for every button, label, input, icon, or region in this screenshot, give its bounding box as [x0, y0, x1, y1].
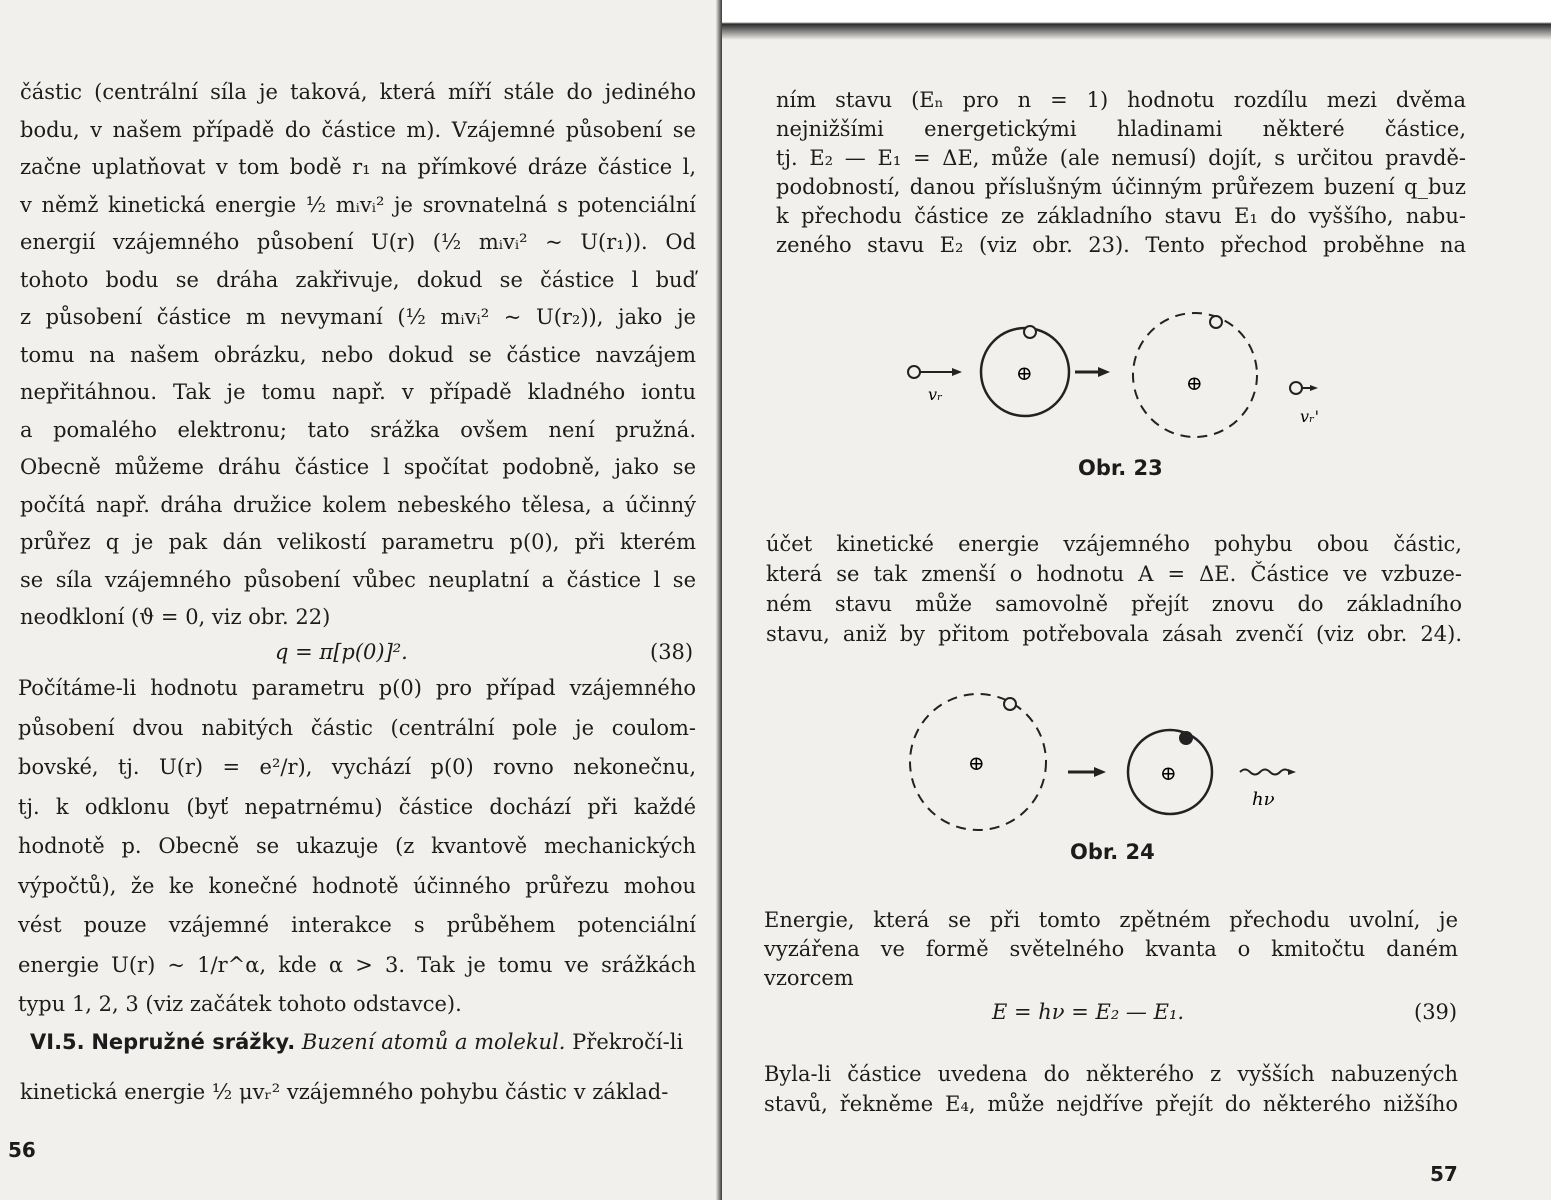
section-heading-line: [30, 1030, 684, 1054]
nucleus-icon-2: ⊕: [1186, 371, 1203, 395]
figure-24: [900, 690, 1320, 840]
section-line-rest: Překročí-li: [572, 1030, 684, 1054]
text-line: nepřitáhnou. Tak je tomu např. v případě kladného iontu: [20, 380, 696, 404]
nucleus-fig24-icon-2: ⊕: [1160, 761, 1177, 785]
equation-38: q = π[p(0)]².: [275, 640, 408, 664]
section-number: VI.5.: [30, 1030, 85, 1054]
text-line: a pomalého elektronu; tato srážka ovšem není pružná.: [20, 417, 696, 442]
text-line: ném stavu může samovolně přejít znovu do základního: [766, 592, 1462, 616]
text-line: energie U(r) ~ 1/r^α, kde α > 3. Tak je tomu ve srážkách: [18, 952, 696, 977]
incoming-electron-icon: [908, 366, 920, 378]
text-line: Energie, která se při tomto zpětném přechodu uvolní, je: [764, 908, 1458, 932]
text-line: účet kinetické energie vzájemného pohybu obou částic,: [766, 532, 1462, 556]
text-line: Byla-li částice uvedena do některého z vyšších nabuzených: [764, 1062, 1458, 1086]
figure-23-label-v: vᵣ: [928, 385, 943, 404]
left-last-line: kinetická energie ½ μvᵣ² vzájemného pohybu částic v základ-: [20, 1080, 669, 1104]
text-line: působení dvou nabitých částic (centrální pole je coulom-: [18, 715, 696, 740]
nucleus-icon: ⊕: [1016, 361, 1033, 385]
text-line: vést pouze vzájemné interakce s průběhem potenciální: [18, 913, 696, 937]
text-line: ním stavu (Eₙ pro n = 1) hodnotu rozdílu mezi dvěma: [776, 88, 1466, 112]
text-line: tj. k odklonu (byť nepatrnému) částice dochází při každé: [18, 794, 696, 819]
text-line: nejnižšími energetickými hladinami některé částice,: [776, 117, 1466, 141]
text-line: stavů, řekněme E₄, může nejdříve přejít do některého nižšího: [764, 1092, 1458, 1116]
text-line: k přechodu částice ze základního stavu E₁ do vyššího, nabu-: [776, 204, 1466, 228]
photon-wave-icon: [1240, 770, 1290, 775]
figure-23-label-v-prime: vᵣ': [1300, 407, 1319, 426]
right-page-top-edge: [722, 0, 1551, 40]
outgoing-electron-icon: [1290, 382, 1302, 394]
text-line: která se tak zmenší o hodnotu A = ΔE. Částice ve vzbuze-: [766, 562, 1462, 586]
text-line: z působení částice m nevymaní (½ mᵢvᵢ² ~ U(r₂)), jako je: [20, 305, 696, 329]
figure-24-label-hv: hν: [1252, 789, 1275, 810]
text-line: průřez q je pak dán velikostí parametru p(0), při kterém: [20, 530, 696, 554]
section-subtitle: Buzení atomů a molekul.: [301, 1030, 566, 1054]
text-line: začne uplatňovat v tom bodě r₁ na přímkové dráze částice l,: [20, 155, 696, 179]
text-line: energií vzájemného působení U(r) (½ mᵢvᵢ² ~ U(r₁)). Od: [20, 230, 696, 254]
section-title: Nepružné srážky.: [91, 1030, 296, 1054]
excited-electron-icon: [1210, 316, 1222, 328]
nucleus-fig24-icon: ⊕: [968, 751, 985, 775]
text-line: částic (centrální síla je taková, která míří stále do jediného: [20, 80, 696, 104]
text-line: počítá např. dráha družice kolem nebeského tělesa, a účinný: [20, 492, 696, 517]
text-line: typu 1, 2, 3 (viz začátek tohoto odstavce).: [18, 992, 462, 1016]
orbit-electron-icon: [1024, 326, 1036, 338]
figure-23: [900, 310, 1320, 450]
figure-23-caption: Obr. 23: [1078, 456, 1163, 480]
ground-electron-fig24-icon: [1180, 732, 1192, 744]
equation-39-number: (39): [1414, 1000, 1458, 1024]
left-page-number: 56: [8, 1138, 36, 1162]
text-line: zeného stavu E₂ (viz obr. 23). Tento přechod proběhne na: [776, 233, 1466, 257]
text-line: Počítáme-li hodnotu parametru p(0) pro případ vzájemného: [18, 676, 696, 700]
text-line: bodu, v našem případě do částice m). Vzájemné působení se: [20, 117, 696, 142]
text-line: vyzářena ve formě světelného kvanta o kmitočtu daném: [764, 937, 1458, 961]
equation-38-number: (38): [650, 640, 694, 664]
text-line: tj. E₂ — E₁ = ΔE, může (ale nemusí) dojít, s určitou pravdě-: [776, 146, 1466, 170]
excited-electron-fig24-icon: [1004, 698, 1016, 710]
text-line: Obecně můžeme dráhu částice l spočítat podobně, jako se: [20, 455, 696, 479]
text-line: se síla vzájemného působení vůbec neuplatní a částice l se: [20, 567, 696, 592]
text-line: vzorcem: [764, 966, 854, 990]
text-line: v němž kinetická energie ½ mᵢvᵢ² je srovnatelná s potenciální: [20, 192, 696, 217]
text-line: bovské, tj. U(r) = e²/r), vychází p(0) rovno nekonečnu,: [18, 755, 696, 779]
text-line: tomu na našem obrázku, nebo dokud se částice navzájem: [20, 342, 696, 367]
text-line: výpočtů), že ke konečné hodnotě účinného průřezu mohou: [18, 873, 696, 898]
text-line: tohoto bodu se dráha zakřivuje, dokud se částice l buď: [20, 267, 696, 292]
equation-39: E = hν = E₂ — E₁.: [992, 1000, 1185, 1024]
text-line: stavu, aniž by přitom potřebovala zásah zvenčí (viz obr. 24).: [766, 622, 1462, 646]
right-page-number: 57: [1430, 1162, 1458, 1186]
left-page: [0, 0, 722, 1200]
text-line: neodkloní (ϑ = 0, viz obr. 22): [20, 605, 331, 629]
text-line: podobností, danou příslušným účinným průřezem buzení q_buz: [776, 175, 1466, 199]
figure-24-caption: Obr. 24: [1070, 840, 1155, 864]
text-line: hodnotě p. Obecně se ukazuje (z kvantově mechanických: [18, 834, 696, 858]
